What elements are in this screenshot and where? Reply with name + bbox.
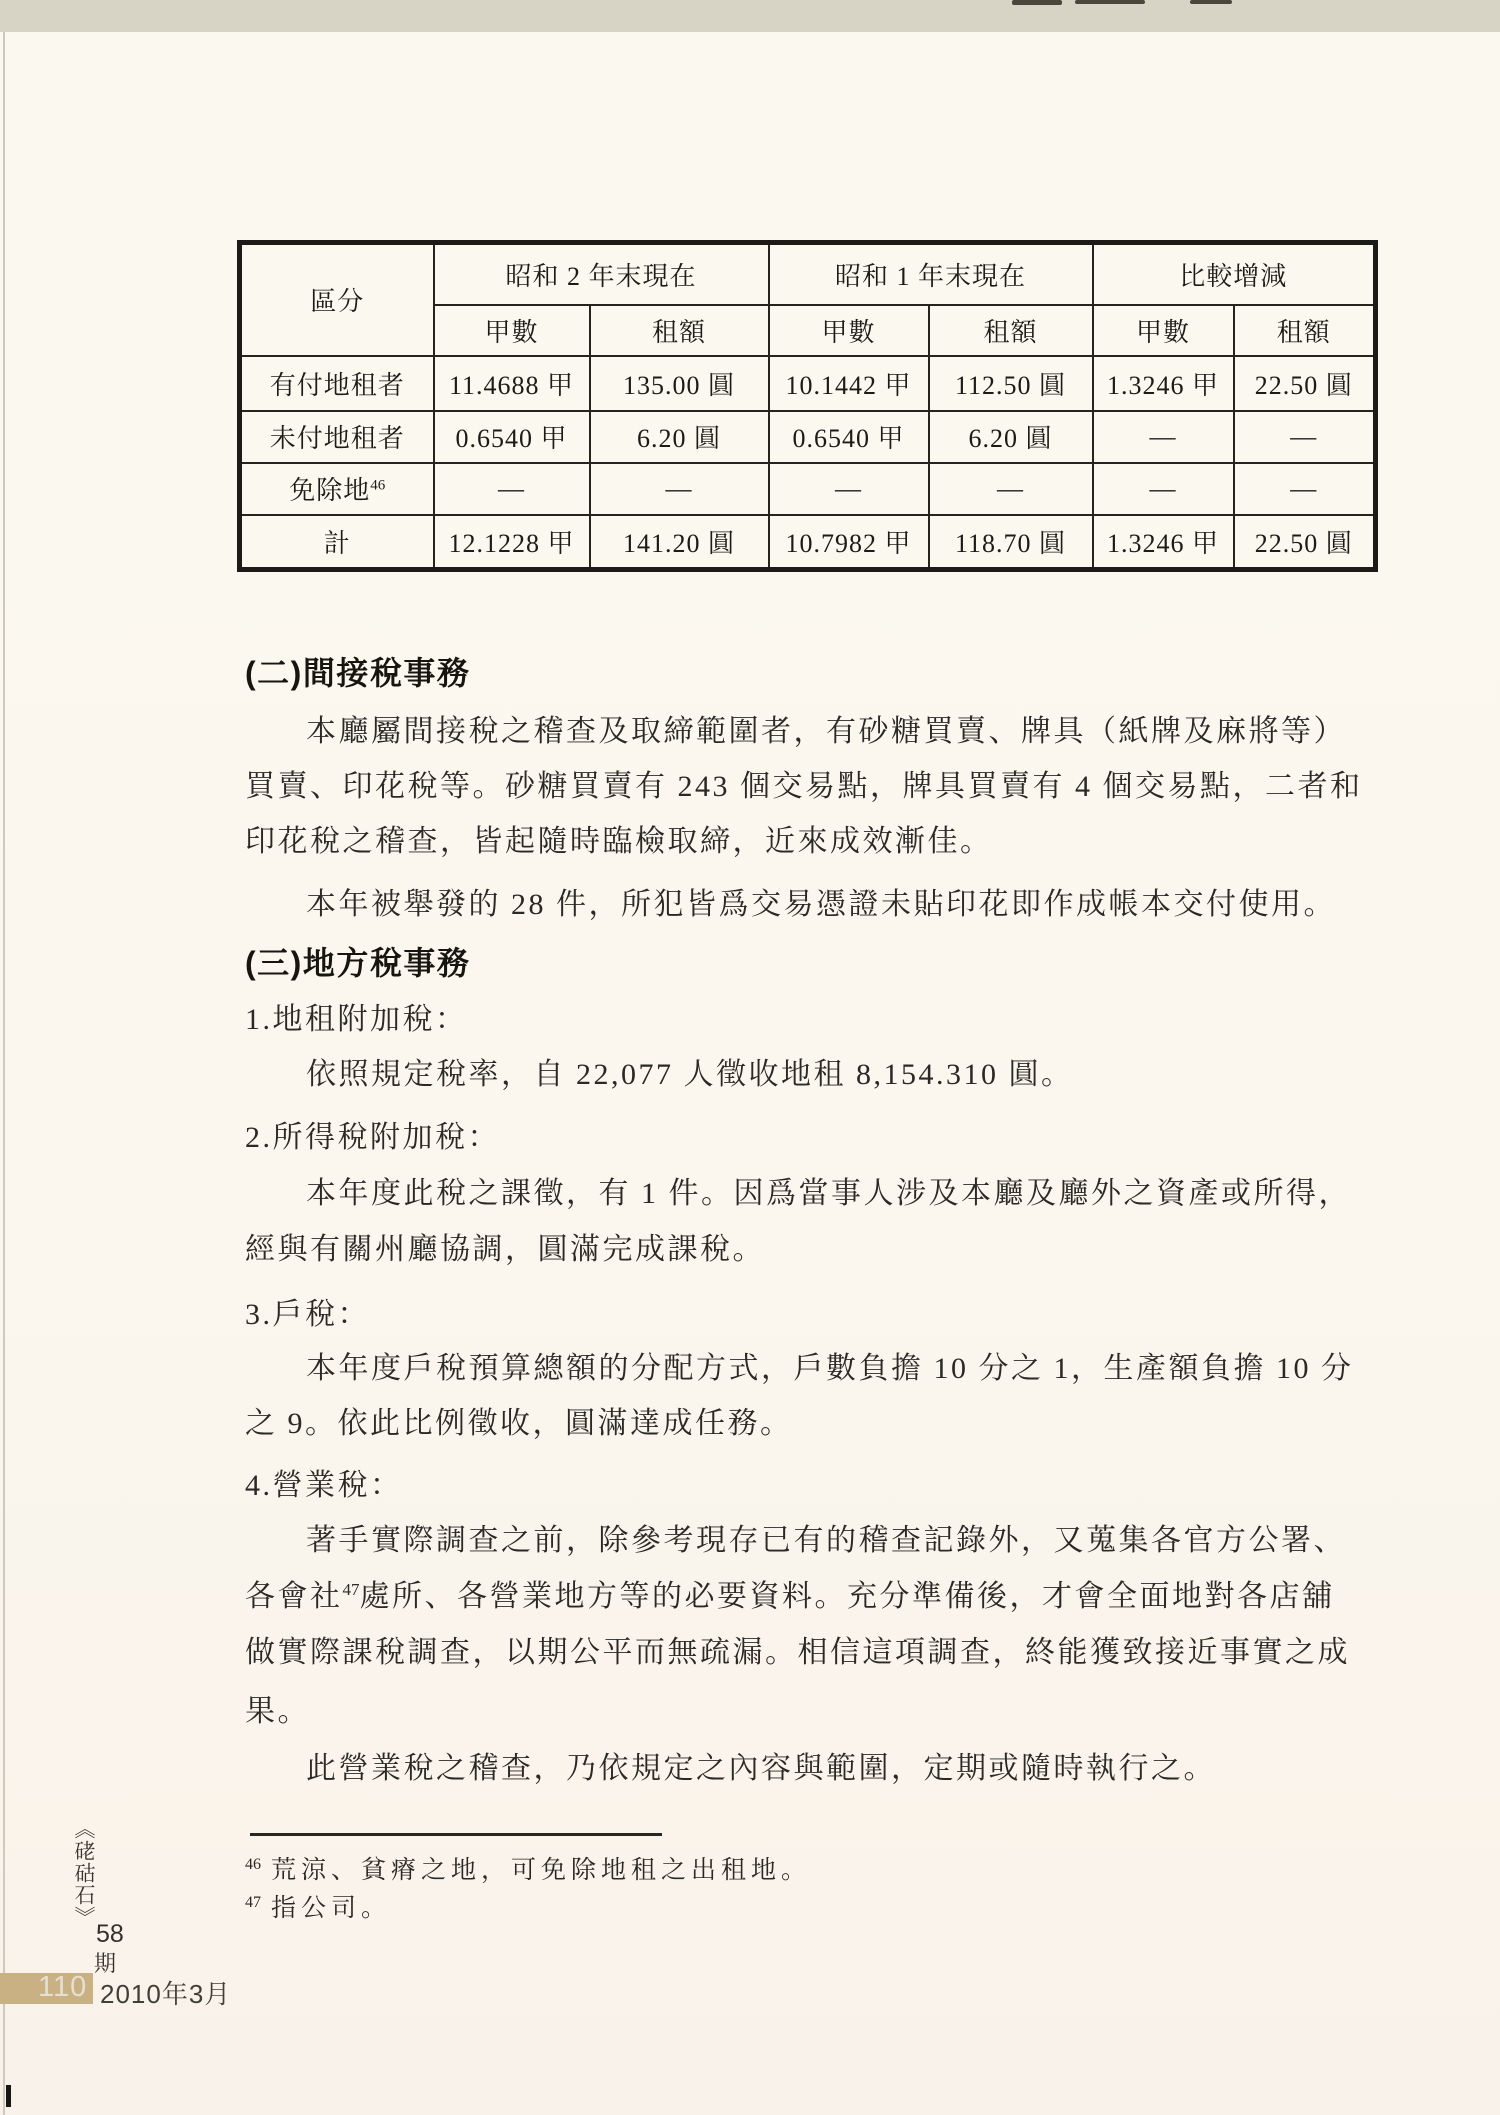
footnote-divider <box>250 1833 662 1836</box>
paragraph-line: 本年度此稅之課徵，有 1 件。因爲當事人涉及本廳及廳外之資產或所得， <box>306 1177 1351 1210</box>
table-row <box>240 411 1376 463</box>
scan-corner-mark <box>6 2085 11 2107</box>
table-cell: — <box>434 463 590 515</box>
paragraph-line: 之 9。依此比例徵收，圓滿達成任務。 <box>245 1407 793 1440</box>
paragraph-line: 印花稅之稽查，皆起隨時臨檢取締，近來成效漸佳。 <box>245 825 993 858</box>
table-cell: 6.20 圓 <box>590 411 769 463</box>
table-cell: 22.50 圓 <box>1234 356 1376 411</box>
list-item-income-surtax: 2.所得稅附加稅： <box>245 1121 500 1154</box>
scan-top-band <box>0 0 1500 32</box>
paragraph-text: 處所、各營業地方等的必要資料。充分準備後，才會全面地對各店舖 <box>359 1580 1335 1613</box>
list-item-business-tax: 4.營業稅： <box>245 1469 403 1502</box>
scan-smudge <box>1190 0 1232 4</box>
paragraph-line <box>245 1571 1395 1615</box>
table-header-group-comparison: 比較增減 <box>1093 243 1376 305</box>
table-cell: 0.6540 甲 <box>769 411 929 463</box>
table-cell: 22.50 圓 <box>1234 515 1376 570</box>
list-item-land-rent-surtax: 1.地租附加稅： <box>245 1003 468 1036</box>
table-cell: — <box>590 463 769 515</box>
table-subheader: 甲數 <box>1093 305 1234 356</box>
table-cell: 11.4688 甲 <box>434 356 590 411</box>
table-subheader: 租額 <box>929 305 1093 356</box>
journal-issue-number: 58 <box>96 1920 124 1948</box>
table-header-group-showa2: 昭和 2 年末現在 <box>434 243 769 305</box>
table-cell: 112.50 圓 <box>929 356 1093 411</box>
table-cell: — <box>1093 463 1234 515</box>
row-label: 有付地租者 <box>240 356 434 411</box>
table-cell: — <box>769 463 929 515</box>
section-heading-indirect-tax: (二)間接稅事務 <box>245 655 471 691</box>
table-header-category: 區分 <box>240 243 434 356</box>
table-cell: 0.6540 甲 <box>434 411 590 463</box>
table-cell: 10.1442 甲 <box>769 356 929 411</box>
table-cell: — <box>1234 411 1376 463</box>
row-label <box>240 463 434 515</box>
table-header-row-groups <box>240 243 1376 305</box>
scan-left-edge-line <box>3 32 5 2115</box>
paragraph-line: 依照規定稅率，自 22,077 人徵收地租 8,154.310 圓。 <box>306 1058 1074 1091</box>
table-cell: — <box>1093 411 1234 463</box>
table-row-total <box>240 515 1376 570</box>
table-subheader: 租額 <box>590 305 769 356</box>
paragraph-line: 本年度戶稅預算總額的分配方式，戶數負擔 10 分之 1，生產額負擔 10 分 <box>306 1352 1354 1385</box>
journal-issue-unit: 期 <box>94 1951 117 1976</box>
page-number: 110 <box>38 1971 88 2003</box>
scan-smudge <box>1075 0 1145 4</box>
footnote-marker: 46 <box>245 1855 261 1873</box>
paragraph-line: 本廳屬間接稅之稽查及取締範圍者，有砂糖買賣、牌具（紙牌及麻將等） <box>306 715 1346 748</box>
paragraph-line: 經與有關州廳協調，圓滿完成課稅。 <box>245 1233 765 1266</box>
footnote-marker: 47 <box>245 1893 261 1911</box>
land-rent-comparison-table <box>237 240 1378 572</box>
paragraph-line: 本年被舉發的 28 件，所犯皆爲交易憑證未貼印花即作成帳本交付使用。 <box>306 888 1336 921</box>
paragraph-line: 買賣、印花稅等。砂糖買賣有 243 個交易點，牌具買賣有 4 個交易點，二者和 <box>245 770 1363 803</box>
table-subheader: 甲數 <box>434 305 590 356</box>
table-subheader: 甲數 <box>769 305 929 356</box>
paragraph-line: 此營業稅之稽查，乃依規定之內容與範圍，定期或隨時執行之。 <box>306 1752 1216 1785</box>
section-heading-local-tax: (三)地方稅事務 <box>245 945 471 981</box>
list-item-household-tax: 3.戶稅： <box>245 1298 370 1331</box>
footnote-47 <box>245 1888 391 1924</box>
paragraph-line: 著手實際調查之前，除參考現存已有的稽查記錄外，又蒐集各官方公署、 <box>306 1524 1346 1557</box>
row-label-text: 免除地 <box>289 476 371 505</box>
table-cell: 141.20 圓 <box>590 515 769 570</box>
table-cell: — <box>1234 463 1376 515</box>
footnote-text: 指公司。 <box>271 1895 392 1922</box>
table-cell: 1.3246 甲 <box>1093 356 1234 411</box>
table-header-group-showa1: 昭和 1 年末現在 <box>769 243 1093 305</box>
footnote-ref-46: 46 <box>370 477 386 494</box>
row-label: 未付地租者 <box>240 411 434 463</box>
table-subheader: 租額 <box>1234 305 1376 356</box>
table-row <box>240 356 1376 411</box>
footnote-ref-47: 47 <box>342 1580 360 1599</box>
footnote-46 <box>245 1850 811 1886</box>
scan-smudge <box>1012 0 1062 5</box>
table-row <box>240 463 1376 515</box>
table-cell: 118.70 圓 <box>929 515 1093 570</box>
table-cell: — <box>929 463 1093 515</box>
footnote-text: 荒涼、貧瘠之地，可免除地租之出租地。 <box>271 1857 812 1884</box>
journal-title-vertical: 《硓𥑮石》 <box>72 1818 96 1928</box>
paragraph-line: 果。 <box>245 1695 310 1728</box>
publication-date: 2010年3月 <box>100 1979 232 2009</box>
row-label: 計 <box>240 515 434 570</box>
paragraph-line: 做實際課稅調查，以期公平而無疏漏。相信這項調查，終能獲致接近事實之成 <box>245 1636 1350 1669</box>
paragraph-text: 各會社 <box>245 1580 343 1613</box>
table-cell: 6.20 圓 <box>929 411 1093 463</box>
table-cell: 12.1228 甲 <box>434 515 590 570</box>
table-cell: 1.3246 甲 <box>1093 515 1234 570</box>
table-cell: 10.7982 甲 <box>769 515 929 570</box>
table-cell: 135.00 圓 <box>590 356 769 411</box>
